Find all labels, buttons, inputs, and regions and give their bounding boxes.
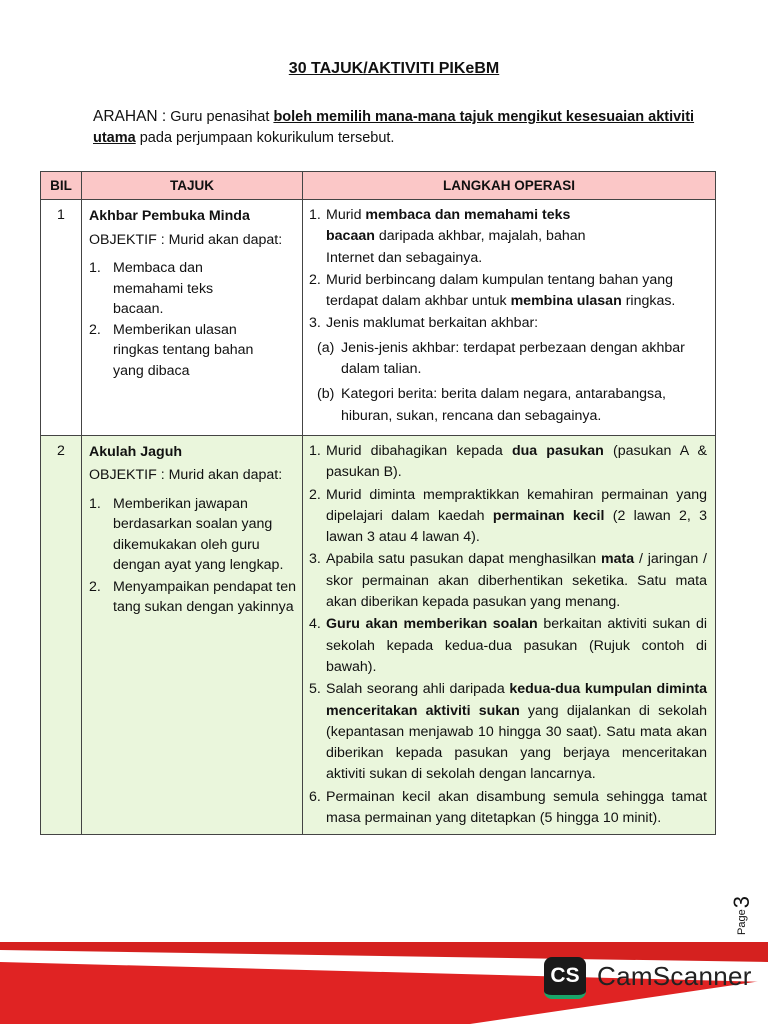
- table-row: [41, 435, 716, 834]
- sub-list: [309, 338, 707, 427]
- list-item: 2. Murid berbincang dalam kumpulan tentang bahan yang terdapat dalam akhbar untuk membina ulasan ringkas.: [309, 271, 676, 310]
- list-item: 2. Memberikan ulasan ringkas tentang bahan yang dibaca: [89, 321, 254, 379]
- topic-title: Akhbar Pembuka Minda: [89, 208, 250, 224]
- list-item: 1. Murid dibahagikan kepada dua pasukan (pasukan A & pasukan B).: [309, 442, 707, 481]
- list-item: 2. Murid diminta mempraktikkan kemahiran permainan yang dipelajari dalam kaedah permainan kecil (2 lawan 2, 3 lawan 3 atau 4 lawan 4).: [309, 486, 707, 546]
- step-list: [309, 441, 707, 829]
- list-item: 3. Apabila satu pasukan dapat menghasilkan mata / jaringan / skor permainan akan diberhentikan seketika. Satu mata akan diberikan kepada pasukan yang menang.: [309, 551, 707, 611]
- instruction-paragraph: [93, 106, 713, 149]
- header-langkah: LANGKAH OPERASI: [303, 172, 716, 200]
- list-item: (b) Kategori berita: berita dalam negara, antarabangsa, hiburan, sukan, rencana dan sebagainya.: [317, 386, 666, 424]
- table-header-row: [41, 172, 716, 200]
- camscanner-brand: CamScanner: [597, 961, 752, 991]
- header-tajuk: TAJUK: [82, 172, 303, 200]
- list-item: 4. Guru akan memberikan soalan berkaitan aktiviti sukan di sekolah kepada kedua-dua pasukan (Rujuk contoh di bawah).: [309, 616, 707, 675]
- instruction-label: ARAHAN :: [93, 108, 167, 125]
- list-item: 1. Memberikan jawapan berdasarkan soalan yang dikemukakan oleh guru dengan ayat yang lengkap.: [89, 495, 284, 574]
- row-number: 2: [41, 435, 82, 834]
- activity-table: [40, 171, 716, 835]
- steps-cell: [303, 435, 716, 834]
- instruction-text-1: Guru penasihat: [166, 109, 274, 125]
- list-item: 6. Permainan kecil akan disambung semula sehingga tamat masa permainan yang ditetapkan (5 hingga 10 minit).: [309, 788, 707, 827]
- list-item: 5. Salah seorang ahli daripada kedua-dua kumpulan diminta menceritakan aktiviti sukan yang dijalankan di sekolah (kepantasan menjawab 10 hingga 30 saat). Satu mata akan diberikan kepada pasukan yang berjaya menceritakan aktiviti sukan di sekolah dengan lancarnya.: [309, 681, 707, 783]
- steps-cell: [303, 200, 716, 436]
- objective-intro: OBJEKTIF : Murid akan dapat:: [89, 467, 283, 484]
- list-item: 3. Jenis maklumat berkaitan akhbar:: [309, 315, 539, 332]
- header-bil: BIL: [41, 172, 82, 200]
- step-list: [309, 205, 707, 335]
- objective-list: [89, 258, 296, 381]
- list-item: 1. Murid membaca dan memahami teks bacaan daripada akhbar, majalah, bahan Internet dan sebagainya.: [309, 207, 586, 266]
- list-item: (a) Jenis-jenis akhbar: terdapat perbezaan dengan akhbar dalam talian.: [317, 339, 685, 378]
- list-item: 1. Membaca dan memahami teks bacaan.: [89, 260, 214, 317]
- objective-list: [89, 494, 296, 618]
- table-row: [41, 200, 716, 436]
- row-number: 1: [41, 200, 82, 436]
- camscanner-logo: CS: [544, 957, 586, 999]
- topic-title: Akulah Jaguh: [89, 443, 183, 460]
- objective-intro: OBJEKTIF : Murid akan dapat:: [89, 231, 283, 248]
- page-title: 30 TAJUK/AKTIVITI PIKeBM: [288, 60, 500, 77]
- list-item: 2. Menyampaikan pendapat tentang sukan dengan yakinnya: [89, 578, 296, 616]
- page-number: Page 3: [729, 896, 754, 935]
- instruction-emphasis: boleh memilih mana-mana tajuk mengikut kesesuaian aktiviti utama: [93, 109, 695, 146]
- instruction-text-2: pada perjumpaan kokurikulum tersebut.: [135, 130, 395, 146]
- topic-cell: [82, 200, 303, 436]
- topic-cell: [82, 435, 303, 834]
